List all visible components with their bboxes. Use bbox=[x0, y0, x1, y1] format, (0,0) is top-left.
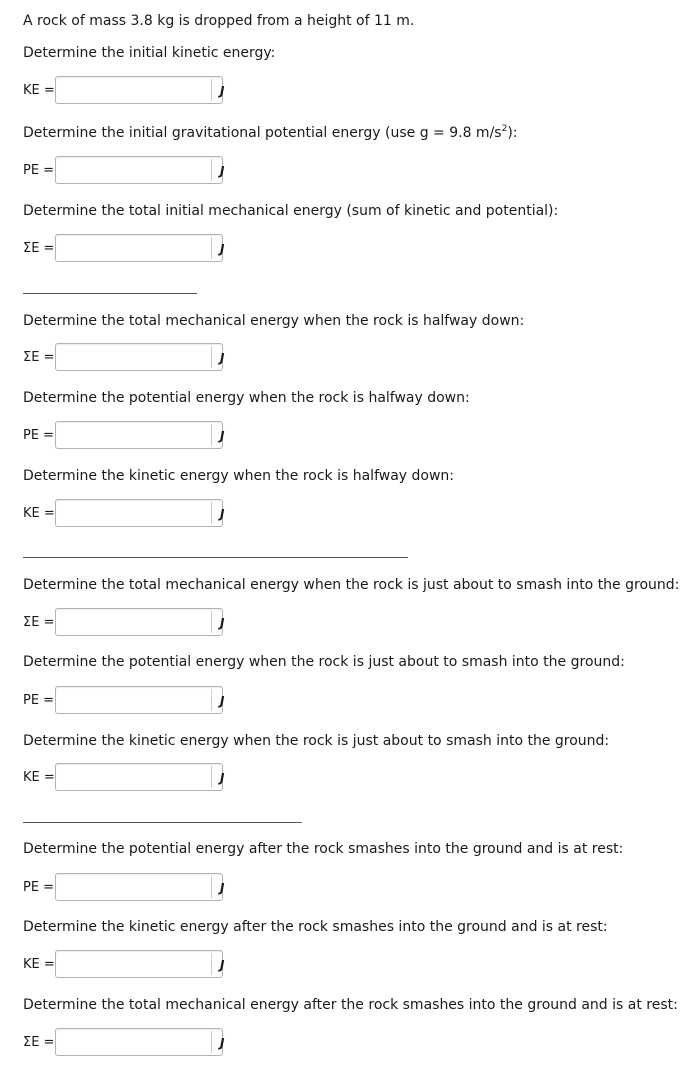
total-energy-label: ΣE = bbox=[23, 350, 55, 365]
total-energy-label: ΣE = bbox=[23, 615, 55, 630]
question-initial-pe-tail: ): bbox=[507, 125, 518, 141]
pe-label: PE = bbox=[23, 428, 55, 443]
exponent: 2 bbox=[501, 124, 508, 134]
half-total-input[interactable] bbox=[55, 343, 223, 371]
ke-label: KE = bbox=[23, 770, 55, 785]
unit-label: J bbox=[220, 694, 225, 708]
ke-label: KE = bbox=[23, 83, 55, 98]
unit-label: J bbox=[220, 507, 225, 521]
pe-label: PE = bbox=[23, 163, 55, 178]
question-rest-total: Determine the total mechanical energy after the rock smashes into the ground and is at rest: bbox=[23, 997, 678, 1013]
unit-label: J bbox=[220, 429, 225, 443]
unit-label: J bbox=[220, 881, 225, 895]
question-half-ke: Determine the kinetic energy when the rock is halfway down: bbox=[23, 468, 455, 484]
question-half-pe: Determine the potential energy when the rock is halfway down: bbox=[23, 390, 470, 406]
rest-total-input[interactable] bbox=[55, 1028, 223, 1056]
section-divider bbox=[23, 293, 197, 294]
ke-label: KE = bbox=[23, 957, 55, 972]
question-half-total: Determine the total mechanical energy when the rock is halfway down: bbox=[23, 313, 525, 329]
initial-ke-input[interactable] bbox=[55, 76, 223, 104]
question-initial-pe bbox=[23, 124, 518, 142]
unit-label: J bbox=[220, 164, 225, 178]
problem-statement: A rock of mass 3.8 kg is dropped from a height of 11 m. bbox=[23, 13, 415, 29]
half-ke-input[interactable] bbox=[55, 499, 223, 527]
total-energy-label: ΣE = bbox=[23, 1035, 55, 1050]
initial-total-input[interactable] bbox=[55, 234, 223, 262]
total-energy-label: ΣE = bbox=[23, 241, 55, 256]
question-ground-ke: Determine the kinetic energy when the rock is just about to smash into the ground: bbox=[23, 733, 610, 749]
question-ground-pe: Determine the potential energy when the rock is just about to smash into the ground: bbox=[23, 654, 625, 670]
ground-ke-input[interactable] bbox=[55, 763, 223, 791]
question-rest-pe: Determine the potential energy after the rock smashes into the ground and is at rest: bbox=[23, 841, 624, 857]
ke-label: KE = bbox=[23, 506, 55, 521]
pe-label: PE = bbox=[23, 693, 55, 708]
question-initial-total: Determine the total initial mechanical energy (sum of kinetic and potential): bbox=[23, 203, 559, 219]
unit-label: J bbox=[220, 1036, 225, 1050]
unit-label: J bbox=[220, 771, 225, 785]
ground-pe-input[interactable] bbox=[55, 686, 223, 714]
question-rest-ke: Determine the kinetic energy after the rock smashes into the ground and is at rest: bbox=[23, 919, 608, 935]
section-divider bbox=[23, 557, 408, 558]
rest-pe-input[interactable] bbox=[55, 873, 223, 901]
rest-ke-input[interactable] bbox=[55, 950, 223, 978]
ground-total-input[interactable] bbox=[55, 608, 223, 636]
unit-label: J bbox=[220, 242, 225, 256]
section-divider bbox=[23, 822, 302, 823]
pe-label: PE = bbox=[23, 880, 55, 895]
question-initial-pe-text: Determine the initial gravitational potential energy (use g = 9.8 m/s bbox=[23, 125, 502, 141]
half-pe-input[interactable] bbox=[55, 421, 223, 449]
question-initial-ke: Determine the initial kinetic energy: bbox=[23, 45, 276, 61]
unit-label: J bbox=[220, 958, 225, 972]
initial-pe-input[interactable] bbox=[55, 156, 223, 184]
unit-label: J bbox=[220, 616, 225, 630]
unit-label: J bbox=[220, 351, 225, 365]
question-ground-total: Determine the total mechanical energy when the rock is just about to smash into the ground: bbox=[23, 577, 680, 593]
unit-label: J bbox=[220, 84, 225, 98]
